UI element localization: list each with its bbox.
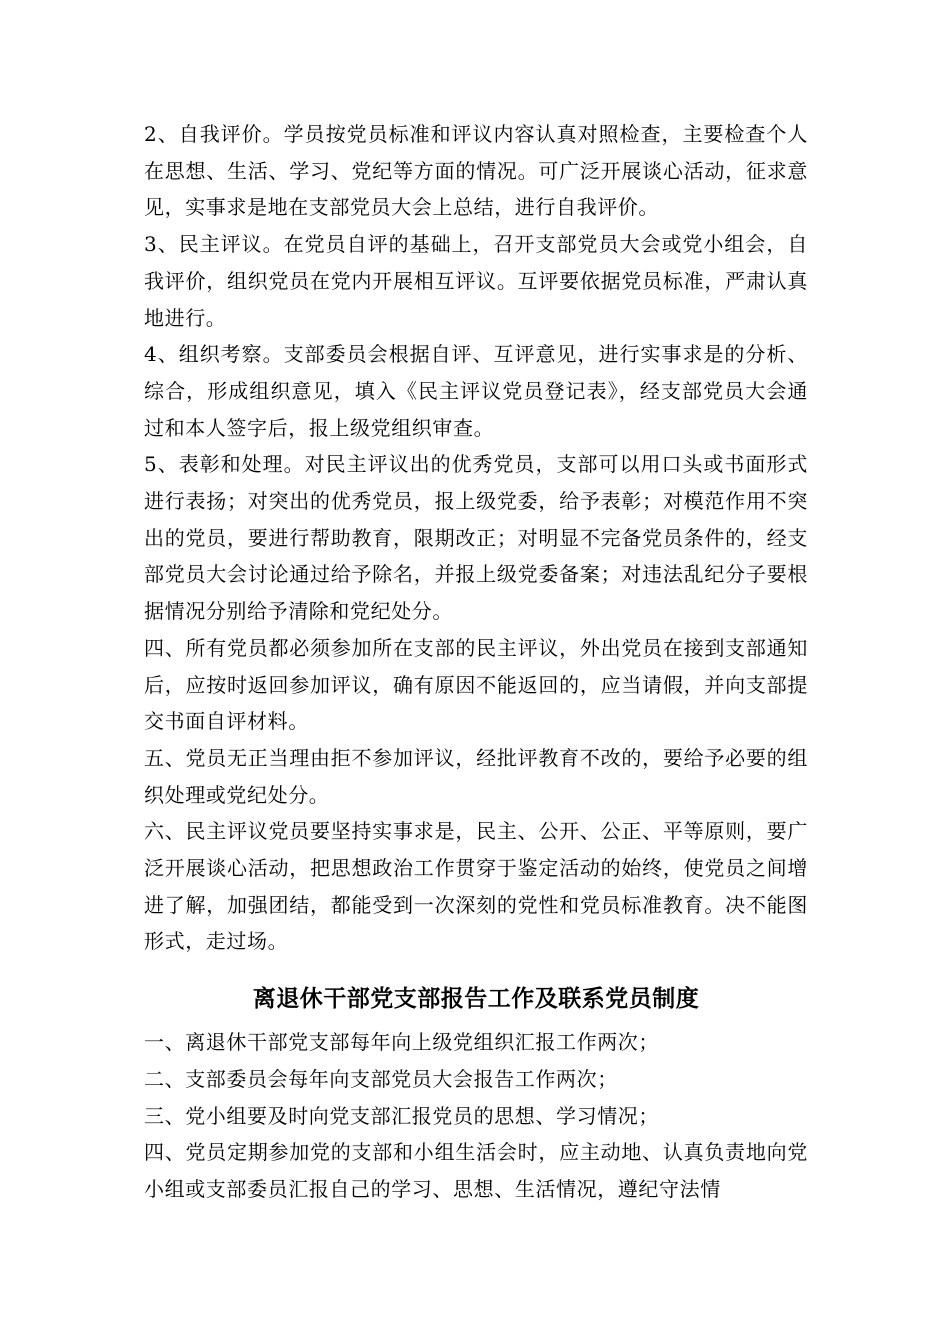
section-item-three: 三、党小组要及时向党支部汇报党员的思想、学习情况； bbox=[144, 1103, 659, 1128]
paragraph-rule-four: 四、所有党员都必须参加所在支部的民主评议，外出党员在接到支部通知后，应按时返回参加评议，确有原因不能返回的，应当请假，并向支部提交书面自评材料。 bbox=[144, 635, 808, 734]
paragraph-democratic-review: 3、民主评议。在党员自评的基础上，召开支部党员大会或党小组会，自我评价，组织党员在党内开展相互评议。互评要依据党员标准，严肃认真地进行。 bbox=[144, 232, 808, 330]
paragraph-organization-inspection: 4、组织考察。支部委员会根据自评、互评意见，进行实事求是的分析、综合，形成组织意见，填入《民主评议党员登记表》，经支部党员大会通过和本人签字后，报上级党组织审查。 bbox=[144, 342, 808, 440]
section-item-four: 四、党员定期参加党的支部和小组生活会时，应主动地、认真负责地向党小组或支部委员汇报自己的学习、思想、生活情况，遵纪守法情 bbox=[144, 1140, 808, 1201]
section-item-one: 一、离退休干部党支部每年向上级党组织汇报工作两次； bbox=[144, 1030, 659, 1055]
paragraph-commendation-handling: 5、表彰和处理。对民主评议出的优秀党员，支部可以用口头或书面形式进行表扬；对突出的优秀党员，报上级党委，给予表彰；对模范作用不突出的党员，要进行帮助教育，限期改正；对明显不完备党员条件的，经支部党员大会讨论通过给予除名，并报上级党委备案；对违法乱纪分子要根据情况分别给予清除和党纪处分。 bbox=[144, 452, 808, 624]
section-item-two: 二、支部委员会每年向支部党员大会报告工作两次； bbox=[144, 1066, 618, 1091]
paragraph-rule-six: 六、民主评议党员要坚持实事求是，民主、公开、公正、平等原则，要广泛开展谈心活动，把思想政治工作贯穿于鉴定活动的始终，使党员之间增进了解，加强团结，都能受到一次深刻的党性和党员标准教育。决不能图形式，走过场。 bbox=[144, 819, 808, 954]
paragraph-rule-five: 五、党员无正当理由拒不参加评议，经批评教育不改的，要给予必要的组织处理或党纪处分。 bbox=[144, 745, 808, 807]
paragraph-self-evaluation: 2、自我评价。学员按党员标准和评议内容认真对照检查，主要检查个人在思想、生活、学习、党纪等方面的情况。可广泛开展谈心活动，征求意见，实事求是地在支部党员大会上总结，进行自我评价。 bbox=[144, 122, 808, 220]
document-body bbox=[144, 116, 808, 1208]
section-title: 离退休干部党支部报告工作及联系党员制度 bbox=[252, 986, 700, 1013]
